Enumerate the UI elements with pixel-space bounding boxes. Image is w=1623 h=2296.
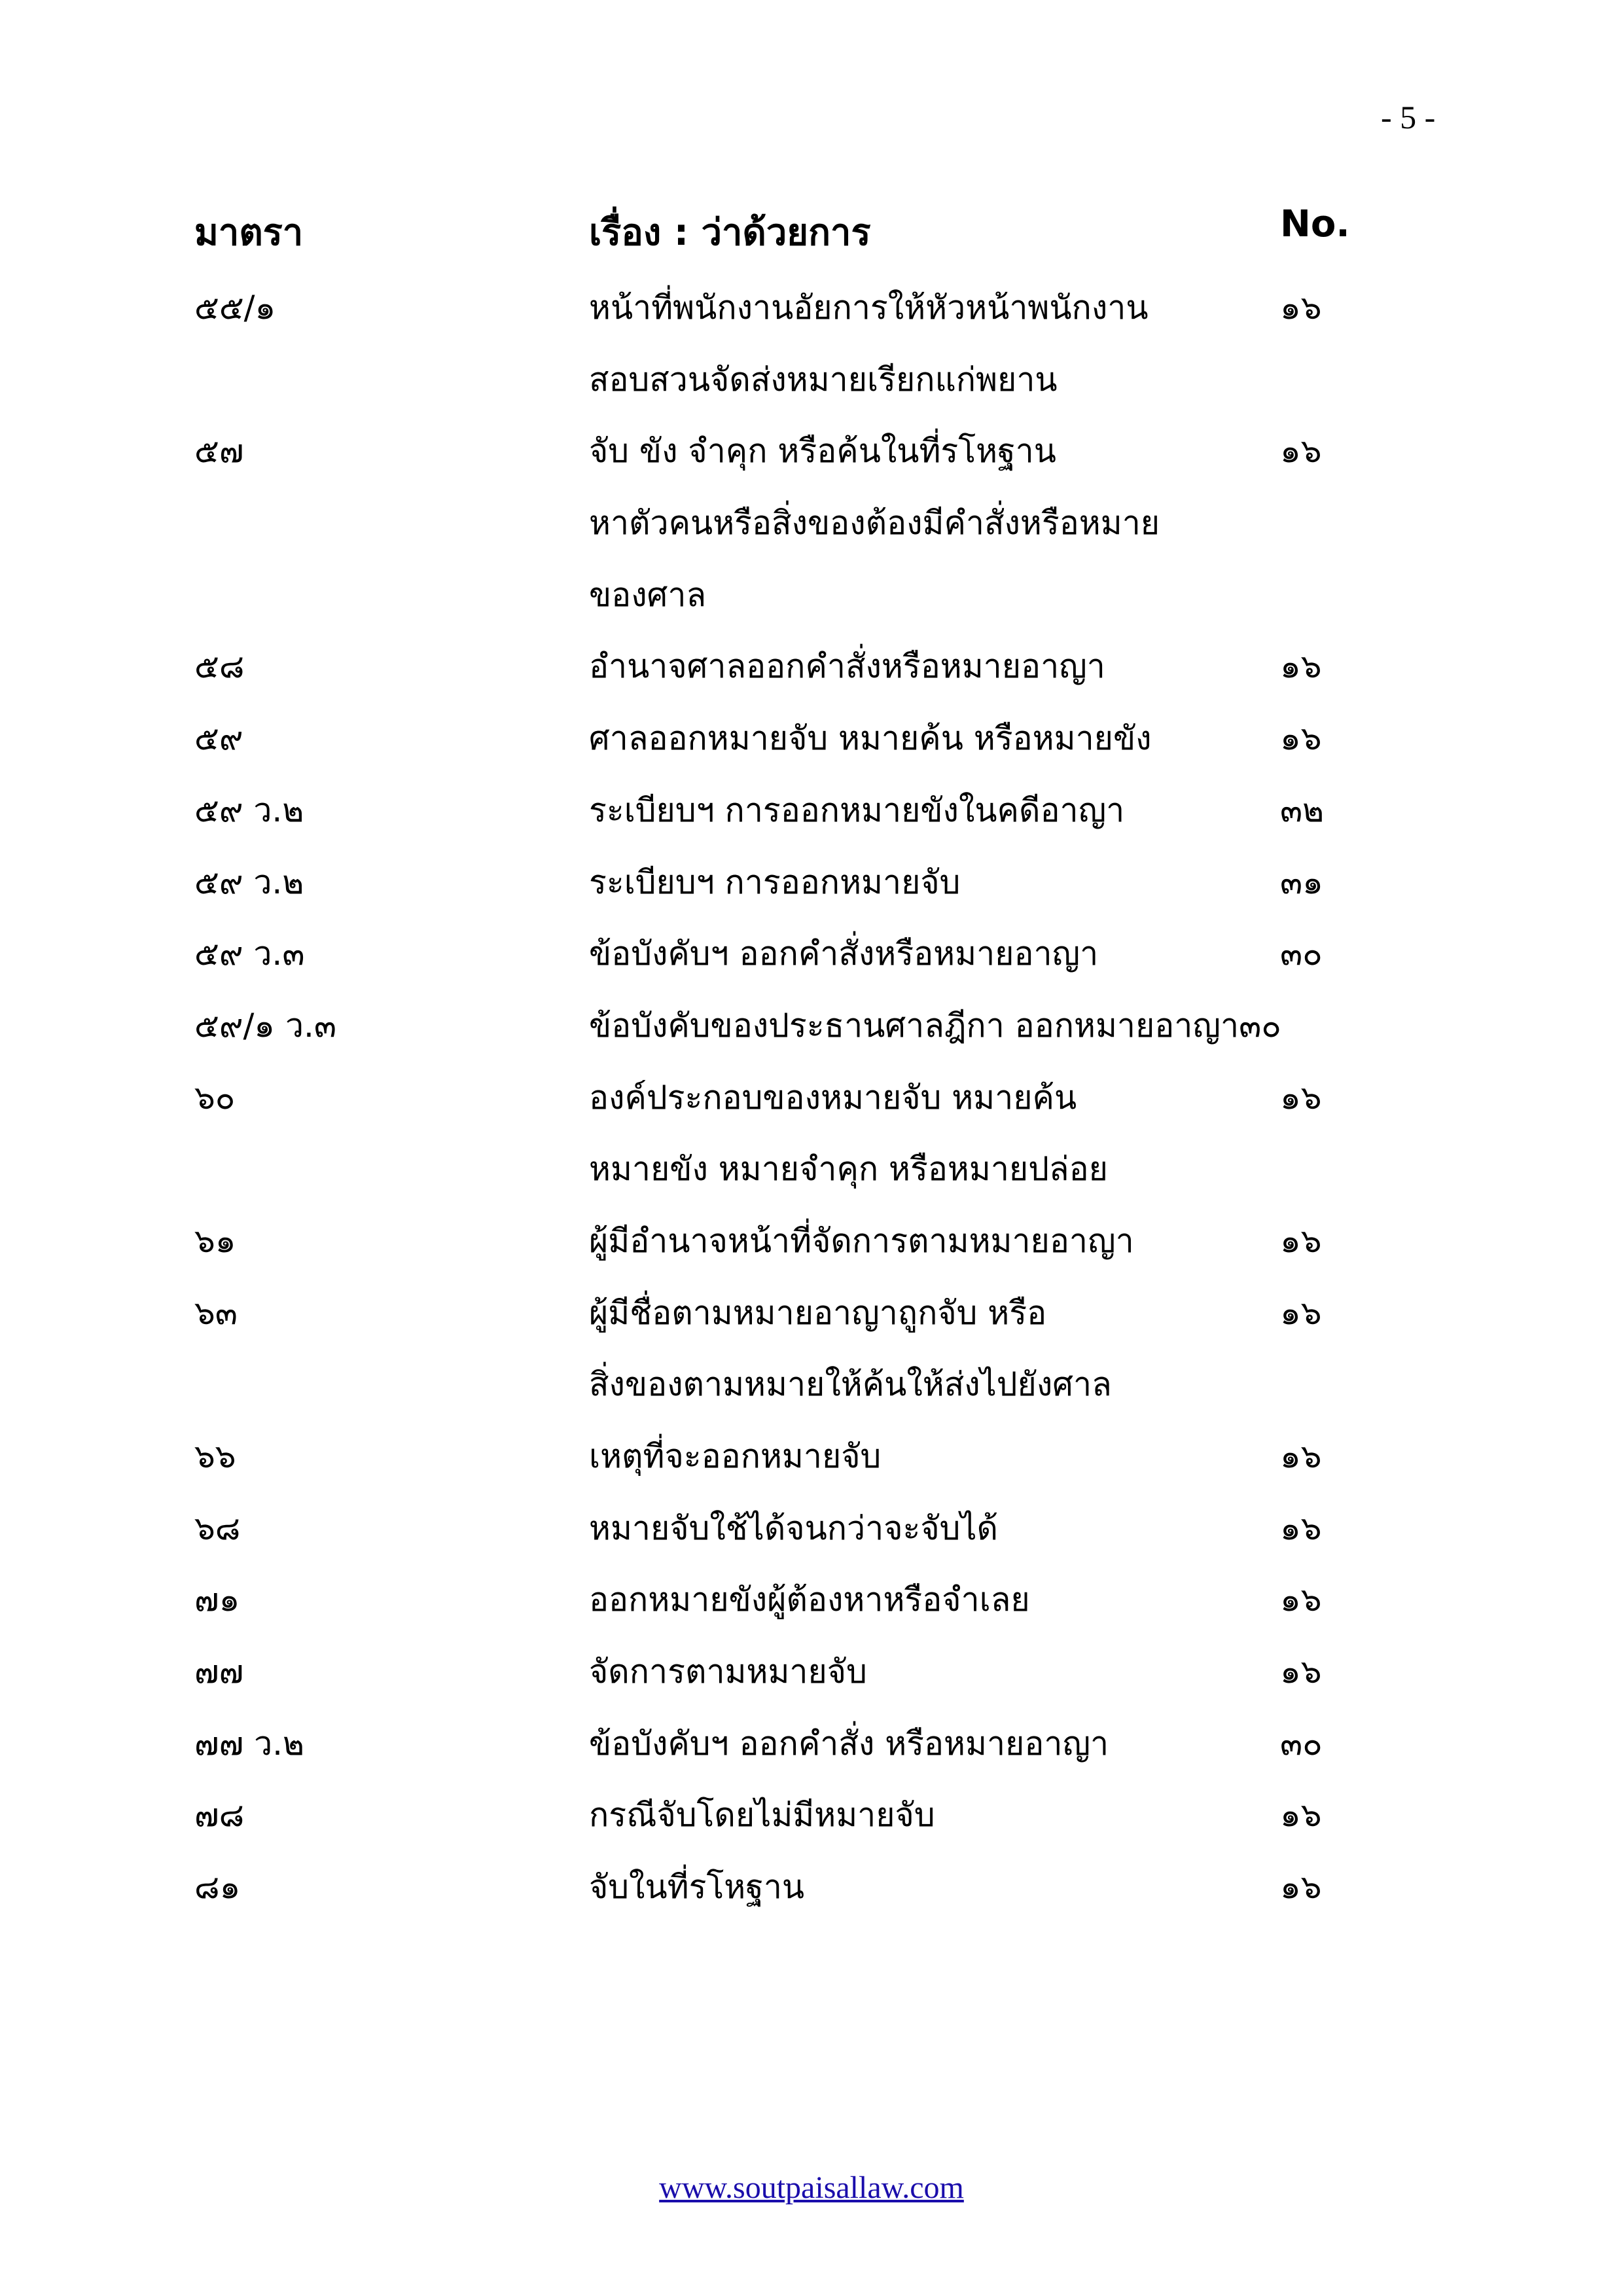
table-row: [0, 850, 1623, 922]
reference-no: ๑๖: [1280, 1437, 1322, 1475]
subject-text: จับในที่รโหฐาน: [589, 1868, 805, 1907]
section-number: ๕๙: [194, 719, 243, 758]
table-row-continuation: [0, 1352, 1623, 1424]
subject-text: ศาลออกหมายจับ หมายค้น หรือหมายขัง: [589, 719, 1152, 758]
subject-text: หาตัวคนหรือสิ่งของต้องมีคำสั่งหรือหมาย: [589, 504, 1160, 543]
subject-text: ระเบียบฯ การออกหมายขังในคดีอาญา: [589, 791, 1125, 829]
section-number: ๗๗: [194, 1653, 244, 1691]
table-row: [0, 418, 1623, 490]
table-row: [0, 921, 1623, 993]
subject-text: ผู้มีอำนาจหน้าที่จัดการตามหมายอาญา: [589, 1221, 1134, 1260]
subject-text: กรณีจับโดยไม่มีหมายจับ: [589, 1796, 935, 1835]
subject-text: เหตุที่จะออกหมายจับ: [589, 1437, 882, 1475]
section-number: ๖๐: [194, 1078, 236, 1117]
section-number: ๕๙ ว.๒: [194, 863, 304, 901]
table-row: [0, 1065, 1623, 1137]
subject-text: จับ ขัง จำคุก หรือค้นในที่รโหฐาน: [589, 432, 1056, 471]
table-row-continuation: [0, 490, 1623, 562]
table-row: [0, 1711, 1623, 1783]
table-row-continuation: [0, 1136, 1623, 1208]
reference-no: ๑๖: [1280, 1581, 1322, 1619]
section-number: ๗๑: [194, 1581, 240, 1619]
section-number: ๕๕/๑: [194, 289, 276, 327]
website-link[interactable]: www.soutpaisallaw.com: [659, 2170, 964, 2205]
section-number: ๖๘: [194, 1509, 241, 1547]
reference-no: ๑๖: [1280, 1868, 1322, 1907]
reference-no: ๓๐: [1280, 935, 1323, 973]
subject-text: หมายจับใช้ได้จนกว่าจะจับได้: [589, 1509, 998, 1547]
table-row: [0, 778, 1623, 850]
header-section: มาตรา: [194, 211, 304, 254]
reference-no: ๑๖: [1280, 432, 1322, 471]
reference-no: ๑๖: [1280, 647, 1322, 686]
subject-text: ข้อบังคับของประธานศาลฎีกา ออกหมายอาญา๓๐: [589, 1006, 1281, 1045]
table-row: [0, 706, 1623, 778]
reference-no: ๑๖: [1280, 289, 1322, 327]
subject-text: หน้าที่พนักงานอัยการให้หัวหน้าพนักงาน: [589, 289, 1149, 327]
footer: [0, 2170, 1623, 2206]
subject-text: สอบสวนจัดส่งหมายเรียกแก่พยาน: [589, 360, 1058, 399]
section-number: ๗๗ ว.๒: [194, 1724, 305, 1763]
index-table: [0, 275, 1623, 1926]
subject-text: ข้อบังคับฯ ออกคำสั่งหรือหมายอาญา: [589, 935, 1099, 973]
header-subject: เรื่อง : ว่าด้วยการ: [589, 211, 871, 254]
table-row: [0, 275, 1623, 347]
subject-text: องค์ประกอบของหมายจับ หมายค้น: [589, 1078, 1077, 1117]
table-row: [0, 1782, 1623, 1854]
subject-text: สิ่งของตามหมายให้ค้นให้ส่งไปยังศาล: [589, 1365, 1112, 1404]
table-row: [0, 1854, 1623, 1926]
subject-text: ข้อบังคับฯ ออกคำสั่ง หรือหมายอาญา: [589, 1724, 1109, 1763]
table-header: [0, 203, 1623, 262]
section-number: ๕๙ ว.๒: [194, 791, 304, 829]
section-number: ๕๙/๑ ว.๓: [194, 1006, 337, 1045]
reference-no: ๓๑: [1280, 863, 1323, 901]
section-number: ๕๙ ว.๓: [194, 935, 305, 973]
table-row: [0, 1280, 1623, 1352]
section-number: ๘๑: [194, 1868, 241, 1907]
section-number: ๖๑: [194, 1221, 236, 1260]
subject-text: ออกหมายขังผู้ต้องหาหรือจำเลย: [589, 1581, 1030, 1619]
table-row-continuation: [0, 347, 1623, 419]
reference-no: ๑๖: [1280, 1221, 1322, 1260]
table-row: [0, 993, 1623, 1065]
section-number: ๕๗: [194, 432, 244, 471]
subject-text: อำนาจศาลออกคำสั่งหรือหมายอาญา: [589, 647, 1105, 686]
table-row: [0, 1424, 1623, 1496]
table-row: [0, 1567, 1623, 1639]
subject-text: จัดการตามหมายจับ: [589, 1653, 867, 1691]
table-row: [0, 1639, 1623, 1711]
section-number: ๗๘: [194, 1796, 245, 1835]
reference-no: ๑๖: [1280, 1796, 1322, 1835]
subject-text: ระเบียบฯ การออกหมายจับ: [589, 863, 961, 901]
reference-no: ๑๖: [1280, 1293, 1322, 1332]
table-row: [0, 634, 1623, 706]
table-row: [0, 1496, 1623, 1568]
reference-no: ๓๐: [1280, 1724, 1323, 1763]
subject-text: ของศาล: [589, 575, 707, 614]
table-row-continuation: [0, 562, 1623, 634]
reference-no: ๑๖: [1280, 1509, 1322, 1547]
section-number: ๖๓: [194, 1293, 238, 1332]
page-number: - 5 -: [1381, 99, 1436, 135]
reference-no: ๓๒: [1280, 791, 1325, 829]
reference-no: ๑๖: [1280, 1078, 1322, 1117]
section-number: ๖๖: [194, 1437, 236, 1475]
reference-no: ๑๖: [1280, 1653, 1322, 1691]
subject-text: ผู้มีชื่อตามหมายอาญาถูกจับ หรือ: [589, 1293, 1047, 1332]
table-row: [0, 1208, 1623, 1280]
section-number: ๕๘: [194, 647, 245, 686]
subject-text: หมายขัง หมายจำคุก หรือหมายปล่อย: [589, 1150, 1108, 1189]
header-no: No.: [1280, 203, 1350, 245]
reference-no: ๑๖: [1280, 719, 1322, 758]
